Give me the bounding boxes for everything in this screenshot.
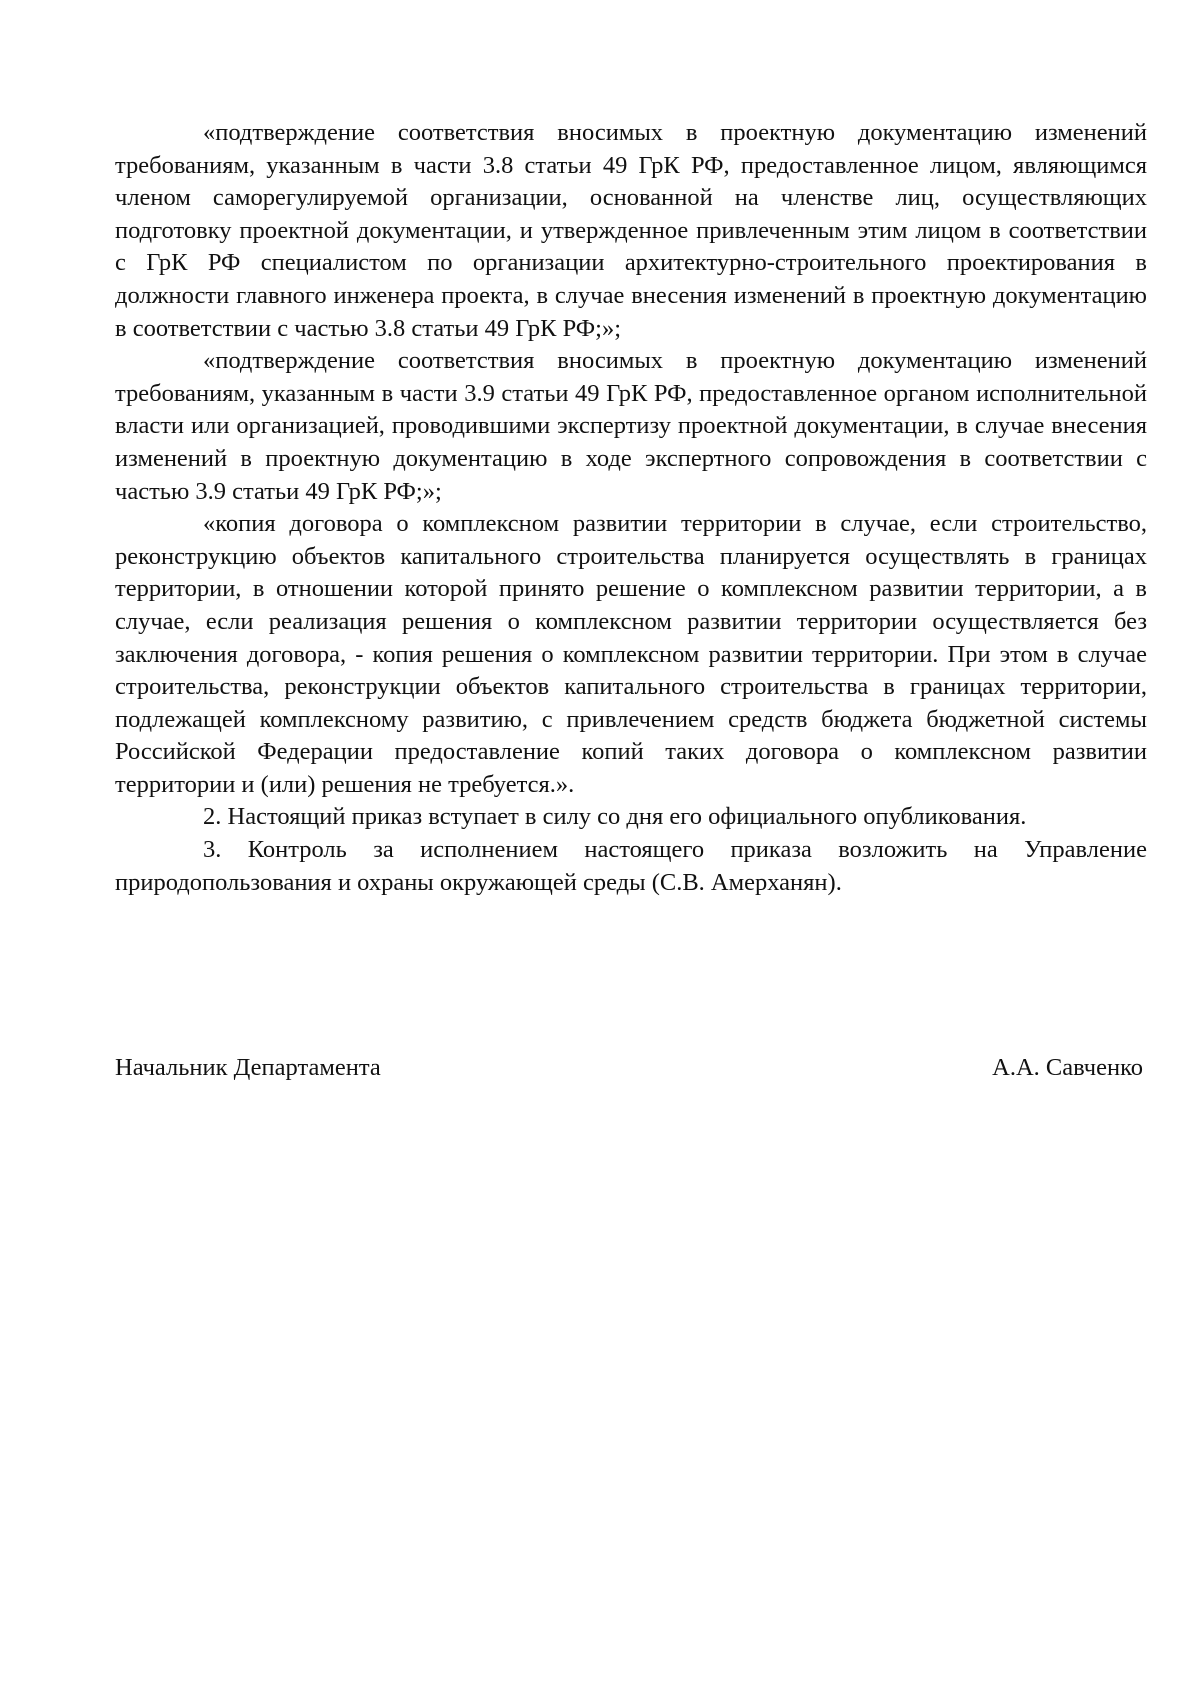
signature-block [115,1052,1143,1084]
paragraph-confirmation-3-8: «подтверждение соответствия вносимых в проектную документацию изменений требованиям, указанным в части 3.8 статьи 49 ГрК РФ, предоставленное лицом, являющимся членом саморегулируемой организации, основанной на членстве лиц, осуществляющих подготовку проектной документации, и утвержденное привлеченным этим лицом в соответствии с ГрК РФ специалистом по организации архитектурно-строительного проектирования в должности главного инженера проекта, в случае внесения изменений в проектную документацию в соответствии с частью 3.8 статьи 49 ГрК РФ;»; [115,119,1147,342]
paragraph-confirmation-3-9: «подтверждение соответствия вносимых в проектную документацию изменений требованиям, указанным в части 3.9 статьи 49 ГрК РФ, предоставленное органом исполнительной власти или организацией, проводившими экспертизу проектной документации, в случае внесения изменений в проектную документацию в ходе экспертного сопровождения в соответствии с частью 3.9 статьи 49 ГрК РФ;»; [115,347,1147,505]
paragraph-effective-date: 2. Настоящий приказ вступает в силу со дня его официального опубликования. [203,803,1027,831]
paragraph-control: 3. Контроль за исполнением настоящего приказа возложить на Управление природопользования и охраны окружающей среды (С.В. Амерханян). [115,836,1147,896]
paragraph-territory-contract-copy: «копия договора о комплексном развитии территории в случае, если строительство, реконструкцию объектов капитального строительства планируется осуществлять в границах территории, в отношении которой принято решение о комплексном развитии территории, а в случае, если реализация решения о комплексном развитии территории осуществляется без заключения договора, - копия решения о комплексном развитии территории. При этом в случае строительства, реконструкции объектов капитального строительства в границах территории, подлежащей комплексному развитию, с привлечением средств бюджета бюджетной системы Российской Федерации предоставление копий таких договора о комплексном развитии территории и (или) решения не требуется.». [115,510,1147,798]
signatory-name: А.А. Савченко [992,1054,1143,1081]
document-body [115,117,1147,899]
signatory-position: Начальник Департамента [115,1054,381,1081]
